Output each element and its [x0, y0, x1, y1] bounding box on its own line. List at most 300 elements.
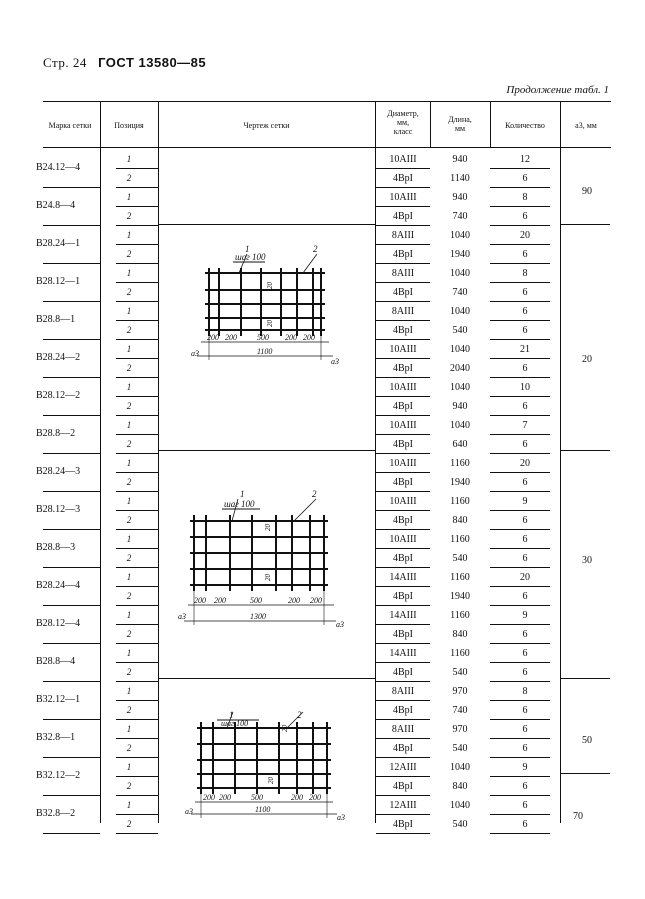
count-cell: 6 [522, 287, 528, 298]
cell-underline [490, 320, 550, 321]
dim-label: 200 [207, 333, 219, 342]
length-cell: 840 [452, 781, 468, 792]
cell-underline [376, 795, 430, 796]
diameter-cell: 4ВрI [393, 781, 413, 792]
cell-underline [490, 643, 550, 644]
callout-2: 2 [313, 244, 318, 254]
cell-underline [490, 339, 550, 340]
count-cell: 6 [522, 534, 528, 545]
count-cell: 8 [522, 192, 528, 203]
diameter-cell: 4ВрI [393, 553, 413, 564]
cell-underline [490, 681, 550, 682]
diameter-cell: 10АIII [389, 344, 417, 355]
cell-underline [116, 225, 158, 226]
spacing-label: 20 [266, 282, 274, 289]
step-label: шаг 100 [221, 719, 249, 728]
cell-underline [376, 776, 430, 777]
table-top-border [43, 101, 611, 102]
cell-underline [490, 187, 550, 188]
a3-value: 20 [582, 354, 592, 365]
callout-2: 2 [312, 489, 317, 499]
count-cell: 20 [520, 572, 530, 583]
position-cell: 1 [126, 306, 132, 316]
diameter-cell: 10АIII [389, 192, 417, 203]
length-cell: 1160 [450, 496, 470, 507]
length-cell: 540 [452, 743, 468, 754]
cell-underline [116, 624, 158, 625]
diameter-cell: 10АIII [389, 154, 417, 165]
position-cell: 1 [126, 420, 132, 430]
cell-underline [116, 700, 158, 701]
cell-underline [376, 453, 430, 454]
cell-underline [490, 415, 550, 416]
dim-label: 500 [250, 596, 262, 605]
row-divider [43, 643, 100, 644]
dim-label: 200 [194, 596, 206, 605]
drawing-divider [158, 224, 375, 225]
length-cell: 1040 [450, 344, 470, 355]
length-cell: 1040 [450, 382, 470, 393]
row-divider [43, 719, 100, 720]
dim-label: 200 [225, 333, 237, 342]
diameter-cell: 14АIII [389, 572, 417, 583]
diameter-cell: 4ВрI [393, 591, 413, 602]
length-cell: 1140 [450, 173, 470, 184]
cell-underline [376, 472, 430, 473]
length-cell: 1040 [450, 268, 470, 279]
row-divider [43, 795, 100, 796]
row-divider [43, 377, 100, 378]
length-cell: 840 [452, 515, 468, 526]
position-cell: 1 [126, 344, 132, 354]
a3-label: a3 [337, 813, 345, 822]
cell-underline [116, 605, 158, 606]
position-cell: 2 [126, 781, 132, 791]
mesh-mark: В28.24—4 [36, 580, 81, 591]
diameter-cell: 4ВрI [393, 439, 413, 450]
row-divider [43, 263, 100, 264]
cell-underline [376, 396, 430, 397]
mesh-mark: В28.12—3 [36, 504, 81, 515]
cell-underline [376, 529, 430, 530]
length-cell: 2040 [450, 363, 470, 374]
cell-underline [490, 605, 550, 606]
length-cell: 1040 [450, 306, 470, 317]
count-cell: 6 [522, 743, 528, 754]
cell-underline [490, 548, 550, 549]
mesh-mark: В28.12—1 [36, 276, 81, 287]
spacing-label: 20 [281, 725, 289, 732]
length-cell: 840 [452, 629, 468, 640]
count-cell: 6 [522, 629, 528, 640]
row-divider [43, 605, 100, 606]
cell-underline [376, 548, 430, 549]
position-cell: 2 [126, 819, 132, 829]
diameter-cell: 8АIII [391, 268, 415, 279]
cell-underline [376, 662, 430, 663]
cell-underline [376, 681, 430, 682]
row-divider [43, 225, 100, 226]
count-cell: 6 [522, 477, 528, 488]
mesh-drawing-3 [183, 710, 355, 822]
length-cell: 1160 [450, 458, 470, 469]
cell-underline [490, 567, 550, 568]
count-cell: 6 [522, 724, 528, 735]
position-cell: 2 [126, 439, 132, 449]
cell-underline [116, 301, 158, 302]
count-cell: 10 [520, 382, 530, 393]
count-cell: 6 [522, 667, 528, 678]
length-cell: 940 [452, 192, 468, 203]
count-cell: 6 [522, 363, 528, 374]
diameter-cell: 14АIII [389, 648, 417, 659]
cell-underline [116, 396, 158, 397]
position-cell: 1 [126, 572, 132, 582]
mesh-mark: В32.12—1 [36, 694, 81, 705]
cell-underline [376, 624, 430, 625]
cell-underline [116, 282, 158, 283]
a3-label: a3 [185, 807, 193, 816]
length-cell: 540 [452, 667, 468, 678]
cell-underline [490, 206, 550, 207]
cell-underline [490, 814, 550, 815]
row-divider [43, 453, 100, 454]
diameter-cell: 12АIII [389, 762, 417, 773]
length-cell: 1160 [450, 534, 470, 545]
cell-underline [116, 358, 158, 359]
diameter-cell: 4ВрI [393, 515, 413, 526]
diameter-cell: 4ВрI [393, 629, 413, 640]
position-cell: 2 [126, 211, 132, 221]
cell-underline [490, 757, 550, 758]
cell-underline [116, 529, 158, 530]
length-cell: 1040 [450, 420, 470, 431]
count-cell: 8 [522, 268, 528, 279]
cell-underline [376, 738, 430, 739]
mesh-mark: В32.12—2 [36, 770, 81, 781]
diameter-cell: 12АIII [389, 800, 417, 811]
a3-label: a3 [336, 620, 344, 629]
mesh-mark: В28.8—1 [36, 314, 76, 325]
position-cell: 2 [126, 249, 132, 259]
position-cell: 2 [126, 287, 132, 297]
cell-underline [116, 415, 158, 416]
position-cell: 2 [126, 553, 132, 563]
mesh-mark: В32.8—2 [36, 808, 76, 819]
cell-underline [116, 548, 158, 549]
mesh-drawing-2 [178, 485, 358, 635]
cell-underline [116, 244, 158, 245]
position-cell: 2 [126, 401, 132, 411]
total-length: 1100 [257, 347, 273, 356]
cell-underline [376, 282, 430, 283]
row-divider [43, 301, 100, 302]
callout-1: 1 [245, 244, 250, 254]
cell-underline [490, 662, 550, 663]
drawing-divider [158, 450, 375, 451]
cell-underline [116, 795, 158, 796]
length-cell: 1160 [450, 648, 470, 659]
row-divider [43, 187, 100, 188]
cell-underline [116, 377, 158, 378]
spacing-label: 20 [264, 574, 272, 581]
a3-label: a3 [191, 349, 199, 358]
header-bottom-border [43, 147, 611, 148]
page-header [43, 55, 206, 71]
cell-underline [490, 377, 550, 378]
position-cell: 1 [126, 534, 132, 544]
a3-value: 30 [582, 555, 592, 566]
table-continuation: Продолжение табл. 1 [506, 84, 609, 96]
length-cell: 1940 [450, 249, 470, 260]
count-cell: 6 [522, 325, 528, 336]
cell-underline [376, 434, 430, 435]
cell-underline [376, 415, 430, 416]
callout-1: 1 [229, 710, 234, 720]
diameter-cell: 10АIII [389, 534, 417, 545]
cell-underline [490, 301, 550, 302]
cell-underline [116, 567, 158, 568]
col-header-length: Длина, мм [448, 115, 472, 133]
length-cell: 540 [452, 325, 468, 336]
diameter-cell: 4ВрI [393, 477, 413, 488]
cell-underline [376, 510, 430, 511]
cell-underline [376, 814, 430, 815]
step-label: шаг 100 [235, 252, 266, 262]
length-cell: 970 [452, 724, 468, 735]
count-cell: 7 [522, 420, 528, 431]
page-number: Стр. 24 [43, 55, 87, 70]
cell-underline [376, 586, 430, 587]
length-cell: 740 [452, 705, 468, 716]
count-cell: 8 [522, 686, 528, 697]
row-divider [43, 415, 100, 416]
cell-underline [490, 396, 550, 397]
mesh-mark: В28.12—4 [36, 618, 81, 629]
col-header-drawing: Чертеж сетки [243, 121, 290, 130]
count-cell: 6 [522, 401, 528, 412]
mesh-mark: В28.8—3 [36, 542, 76, 553]
length-cell: 740 [452, 211, 468, 222]
cell-underline [376, 757, 430, 758]
cell-underline [490, 833, 550, 834]
cell-underline [116, 643, 158, 644]
position-cell: 2 [126, 667, 132, 677]
length-cell: 540 [452, 819, 468, 830]
count-cell: 6 [522, 591, 528, 602]
diameter-cell: 4ВрI [393, 325, 413, 336]
cell-underline [116, 681, 158, 682]
diameter-cell: 10АIII [389, 458, 417, 469]
diameter-cell: 8АIII [391, 686, 415, 697]
cell-underline [490, 700, 550, 701]
cell-underline [376, 605, 430, 606]
a3-label: a3 [178, 612, 186, 621]
length-cell: 1940 [450, 591, 470, 602]
row-divider [43, 339, 100, 340]
cell-underline [490, 434, 550, 435]
count-cell: 9 [522, 610, 528, 621]
spacing-label: 20 [264, 524, 272, 531]
callout-2: 2 [297, 710, 302, 720]
count-cell: 12 [520, 154, 530, 165]
cell-underline [376, 377, 430, 378]
position-cell: 1 [126, 268, 132, 278]
cell-underline [116, 814, 158, 815]
dim-label: 500 [251, 793, 263, 802]
callout-1: 1 [240, 489, 245, 499]
count-cell: 6 [522, 800, 528, 811]
col-header-a3: a3, мм [575, 121, 597, 130]
length-cell: 940 [452, 401, 468, 412]
dim-label: 200 [219, 793, 231, 802]
cell-underline [490, 719, 550, 720]
mesh-mark: В24.12—4 [36, 162, 81, 173]
dim-label: 200 [214, 596, 226, 605]
position-cell: 2 [126, 477, 132, 487]
standard-number: ГОСТ 13580—85 [98, 55, 207, 70]
cell-underline [490, 738, 550, 739]
diameter-cell: 4ВрI [393, 287, 413, 298]
mesh-mark: В28.8—4 [36, 656, 76, 667]
cell-underline [376, 643, 430, 644]
count-cell: 6 [522, 439, 528, 450]
mesh-drawing-1 [185, 238, 355, 373]
cell-underline [490, 776, 550, 777]
diameter-cell: 10АIII [389, 420, 417, 431]
cell-underline [490, 282, 550, 283]
row-divider [43, 681, 100, 682]
cell-underline [490, 472, 550, 473]
cell-underline [116, 206, 158, 207]
diameter-cell: 8АIII [391, 230, 415, 241]
diameter-cell: 4ВрI [393, 819, 413, 830]
length-cell: 740 [452, 287, 468, 298]
length-cell: 1940 [450, 477, 470, 488]
a3-divider [560, 678, 610, 679]
dim-label: 200 [303, 333, 315, 342]
count-cell: 9 [522, 496, 528, 507]
mesh-mark: В24.8—4 [36, 200, 76, 211]
a3-divider [560, 773, 610, 774]
diameter-cell: 4ВрI [393, 743, 413, 754]
diameter-cell: 4ВрI [393, 249, 413, 260]
cell-underline [490, 795, 550, 796]
cell-underline [490, 491, 550, 492]
mesh-mark: В28.8—2 [36, 428, 76, 439]
position-cell: 1 [126, 458, 132, 468]
length-cell: 1040 [450, 762, 470, 773]
dim-label: 200 [285, 333, 297, 342]
cell-underline [376, 225, 430, 226]
position-cell: 2 [126, 629, 132, 639]
cell-underline [490, 529, 550, 530]
position-cell: 1 [126, 610, 132, 620]
diameter-cell: 8АIII [391, 306, 415, 317]
cell-underline [376, 339, 430, 340]
position-cell: 2 [126, 591, 132, 601]
cell-underline [376, 358, 430, 359]
a3-divider [560, 450, 610, 451]
cell-underline [490, 586, 550, 587]
count-cell: 9 [522, 762, 528, 773]
dim-label: 200 [203, 793, 215, 802]
mesh-mark: В28.12—2 [36, 390, 81, 401]
dim-label: 200 [288, 596, 300, 605]
count-cell: 20 [520, 458, 530, 469]
cell-underline [116, 491, 158, 492]
cell-underline [490, 453, 550, 454]
cell-underline [376, 719, 430, 720]
length-cell: 640 [452, 439, 468, 450]
length-cell: 1160 [450, 572, 470, 583]
mesh-mark: В28.24—3 [36, 466, 81, 477]
position-cell: 1 [126, 686, 132, 696]
position-cell: 1 [126, 800, 132, 810]
cell-underline [116, 453, 158, 454]
cell-underline [490, 358, 550, 359]
count-cell: 6 [522, 515, 528, 526]
cell-underline [116, 320, 158, 321]
position-cell: 2 [126, 173, 132, 183]
count-cell: 6 [522, 553, 528, 564]
col-divider [560, 101, 561, 823]
row-divider [43, 567, 100, 568]
count-cell: 6 [522, 781, 528, 792]
position-cell: 1 [126, 648, 132, 658]
cell-underline [490, 244, 550, 245]
position-cell: 2 [126, 325, 132, 335]
length-cell: 1040 [450, 230, 470, 241]
count-cell: 6 [522, 648, 528, 659]
count-cell: 6 [522, 211, 528, 222]
cell-underline [116, 833, 158, 834]
dim-label: 500 [257, 333, 269, 342]
cell-underline [376, 491, 430, 492]
step-label: шаг 100 [224, 499, 255, 509]
cell-underline [116, 472, 158, 473]
cell-underline [116, 168, 158, 169]
cell-underline [376, 320, 430, 321]
dim-label: 200 [309, 793, 321, 802]
col-header-diameter: Диаметр, мм, класс [387, 109, 419, 136]
position-cell: 1 [126, 496, 132, 506]
dim-label: 200 [310, 596, 322, 605]
cell-underline [376, 206, 430, 207]
a3-value: 90 [582, 186, 592, 197]
count-cell: 6 [522, 705, 528, 716]
count-cell: 6 [522, 819, 528, 830]
cell-underline [116, 263, 158, 264]
position-cell: 2 [126, 743, 132, 753]
cell-underline [376, 833, 430, 834]
cell-underline [376, 567, 430, 568]
cell-underline [376, 244, 430, 245]
a3-divider [560, 224, 610, 225]
cell-underline [116, 339, 158, 340]
cell-underline [376, 168, 430, 169]
mesh-mark: В28.24—1 [36, 238, 81, 249]
col-divider [158, 101, 159, 823]
cell-underline [116, 776, 158, 777]
cell-underline [490, 510, 550, 511]
position-cell: 1 [126, 230, 132, 240]
spacing-label: 20 [267, 777, 275, 784]
count-cell: 6 [522, 249, 528, 260]
diameter-cell: 4ВрI [393, 173, 413, 184]
diameter-cell: 4ВрI [393, 667, 413, 678]
cell-underline [376, 263, 430, 264]
